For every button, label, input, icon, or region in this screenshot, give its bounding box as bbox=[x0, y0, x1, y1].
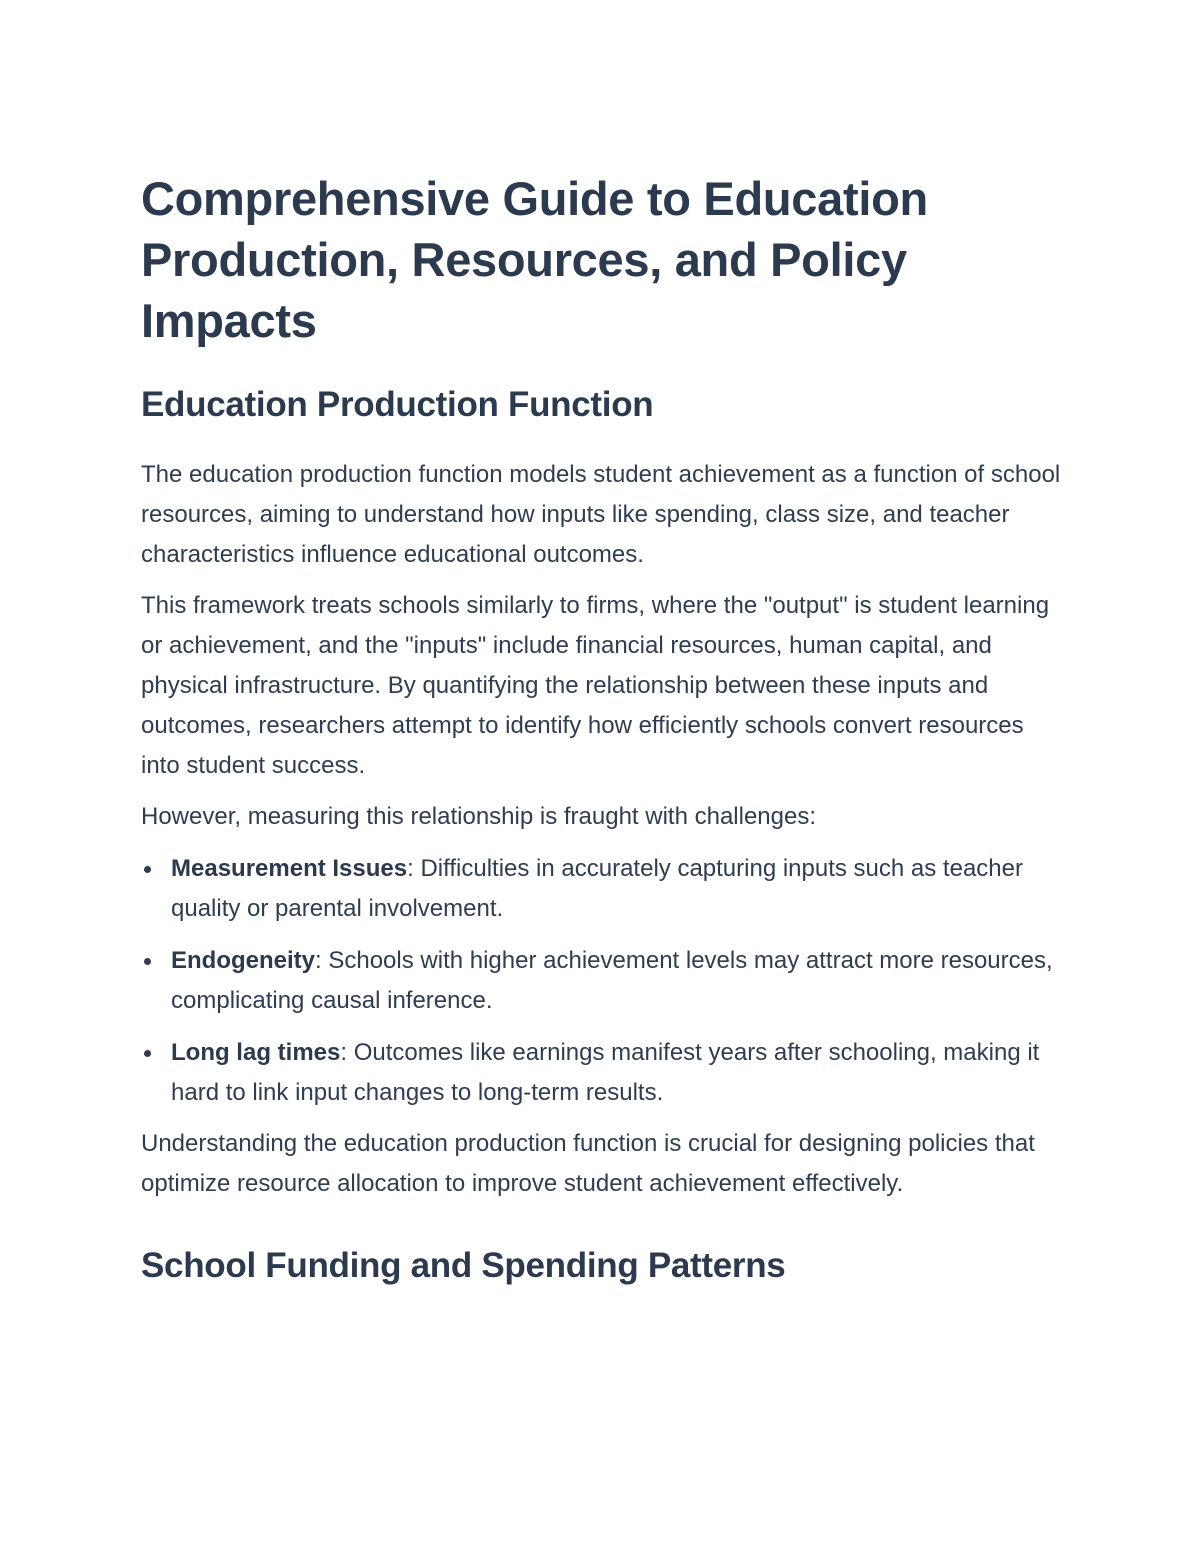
challenges-list bbox=[141, 849, 1066, 1113]
bullet-term: Endogeneity bbox=[171, 947, 316, 974]
list-item bbox=[141, 1033, 1066, 1113]
section-heading-education-production-function: Education Production Function bbox=[141, 385, 654, 424]
bullet-text: : Schools with higher achievement levels may attract more resources, complicating causal inference. bbox=[171, 947, 1053, 1014]
bullet-icon bbox=[144, 866, 151, 873]
paragraph-challenges-lead: However, measuring this relationship is fraught with challenges: bbox=[141, 803, 817, 830]
bullet-term: Measurement Issues bbox=[171, 855, 408, 882]
document-page bbox=[141, 168, 1066, 1288]
bullet-icon bbox=[144, 958, 151, 965]
list-item bbox=[141, 849, 1066, 929]
bullet-text: : Difficulties in accurately capturing inputs such as teacher quality or parental involvement. bbox=[171, 855, 1023, 922]
paragraph-intro: The education production function models student achievement as a function of school resources, aiming to understand how inputs like spending, class size, and teacher characteristics influence educational outcomes. bbox=[141, 461, 1061, 568]
paragraph-framework: This framework treats schools similarly to firms, where the "output" is student learning or achievement, and the "inputs" include financial resources, human capital, and physical infrastructure. By quantifying the relationship between these inputs and outcomes, researchers attempt to identify how efficiently schools convert resources into student success. bbox=[141, 592, 1050, 779]
bullet-term: Long lag times bbox=[171, 1039, 341, 1066]
document-title: Comprehensive Guide to Education Production, Resources, and Policy Impacts bbox=[141, 172, 928, 347]
bullet-icon bbox=[144, 1050, 151, 1057]
bullet-text: : Outcomes like earnings manifest years after schooling, making it hard to link input changes to long-term results. bbox=[171, 1039, 1040, 1106]
section-heading-school-funding: School Funding and Spending Patterns bbox=[141, 1246, 786, 1285]
list-item bbox=[141, 941, 1066, 1021]
paragraph-closing: Understanding the education production function is crucial for designing policies that optimize resource allocation to improve student achievement effectively. bbox=[141, 1130, 1035, 1197]
